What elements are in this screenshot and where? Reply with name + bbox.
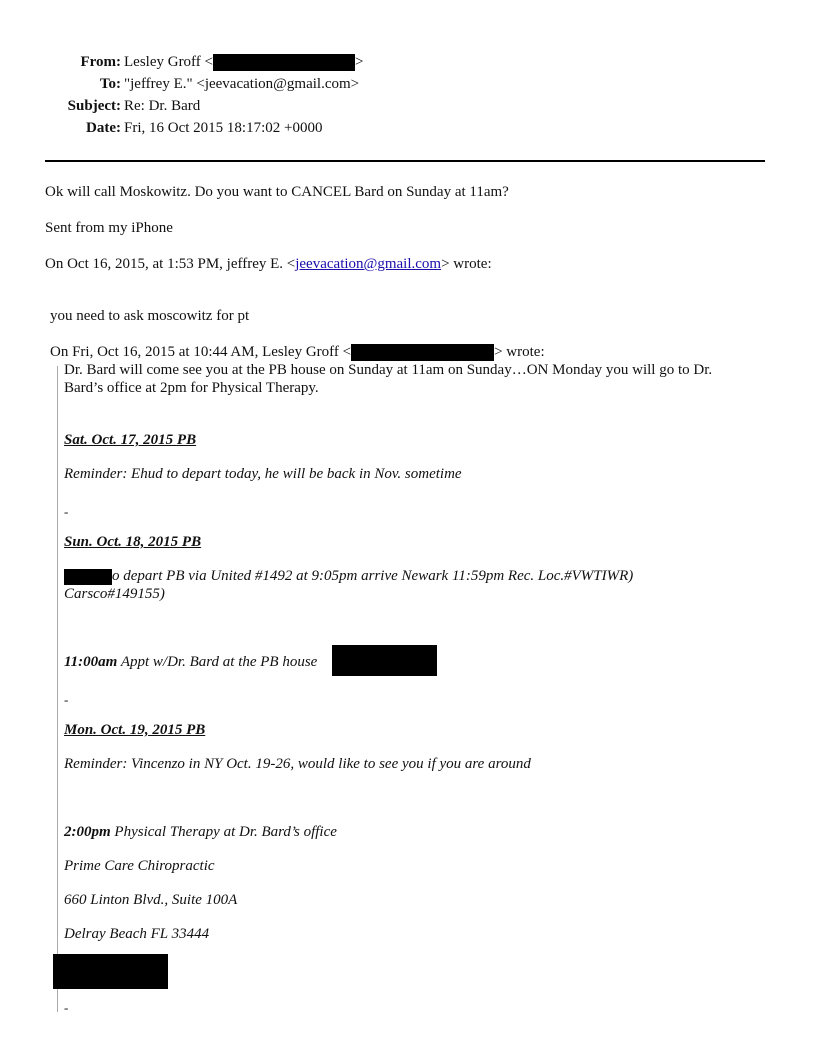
sun-appt: 11:00am Appt w/Dr. Bard at the PB house [64, 654, 318, 670]
redacted-block [53, 954, 168, 989]
mon-appt: 2:00pm Physical Therapy at Dr. Bard’s office [64, 824, 337, 840]
redacted-name [64, 569, 112, 585]
from-value: Lesley Groff < > [124, 54, 364, 70]
sun-flight-line-2: Carsco#149155) [64, 586, 165, 602]
redacted-email [351, 344, 494, 361]
to-label: To: [99, 76, 121, 92]
sun-flight-line-1: o depart PB via United #1492 at 9:05pm arrive Newark 11:59pm Rec. Loc.#VWTIWR) [64, 568, 633, 585]
mon-reminder: Reminder: Vincenzo in NY Oct. 19-26, would like to see you if you are around [64, 756, 531, 772]
to-value: "jeffrey E." <jeevacation@gmail.com> [124, 76, 360, 92]
quote-bar [57, 366, 58, 1012]
separator-dash: - [64, 1000, 69, 1015]
sun-heading: Sun. Oct. 18, 2015 PB [64, 534, 202, 550]
date-value: Fri, 16 Oct 2015 18:17:02 +0000 [124, 120, 323, 136]
separator-dash: - [64, 504, 69, 519]
redacted-email [213, 54, 355, 71]
from-label: From: [80, 54, 121, 70]
redacted-block [332, 645, 437, 676]
address-line-2: 660 Linton Blvd., Suite 100A [64, 892, 238, 908]
quote-line-2: Bard’s office at 2pm for Physical Therapy. [64, 380, 319, 396]
sat-reminder: Reminder: Ehud to depart today, he will be back in Nov. sometime [64, 466, 462, 482]
signature-line: Sent from my iPhone [45, 220, 173, 236]
address-line-3: Delray Beach FL 33444 [64, 926, 210, 942]
reply-text: you need to ask moscowitz for pt [50, 308, 250, 324]
subject-value: Re: Dr. Bard [124, 98, 201, 114]
quote-line-1: Dr. Bard will come see you at the PB house on Sunday at 11am on Sunday…ON Monday you will go to Dr. [64, 362, 713, 378]
sat-heading: Sat. Oct. 17, 2015 PB [64, 432, 197, 448]
separator-dash: - [64, 692, 69, 707]
subject-label: Subject: [67, 98, 121, 114]
quote-attribution-1: On Oct 16, 2015, at 1:53 PM, jeffrey E. <jeevacation@gmail.com> wrote: [45, 256, 492, 272]
mon-heading: Mon. Oct. 19, 2015 PB [64, 722, 206, 738]
header-divider [45, 160, 765, 162]
date-label: Date: [86, 120, 121, 136]
body-line-1: Ok will call Moskowitz. Do you want to CANCEL Bard on Sunday at 11am? [45, 184, 509, 200]
quote-attribution-2: On Fri, Oct 16, 2015 at 10:44 AM, Lesley Groff < > wrote: [50, 344, 545, 360]
address-line-1: Prime Care Chiropractic [64, 858, 215, 874]
email-link[interactable]: jeevacation@gmail.com [295, 256, 442, 272]
